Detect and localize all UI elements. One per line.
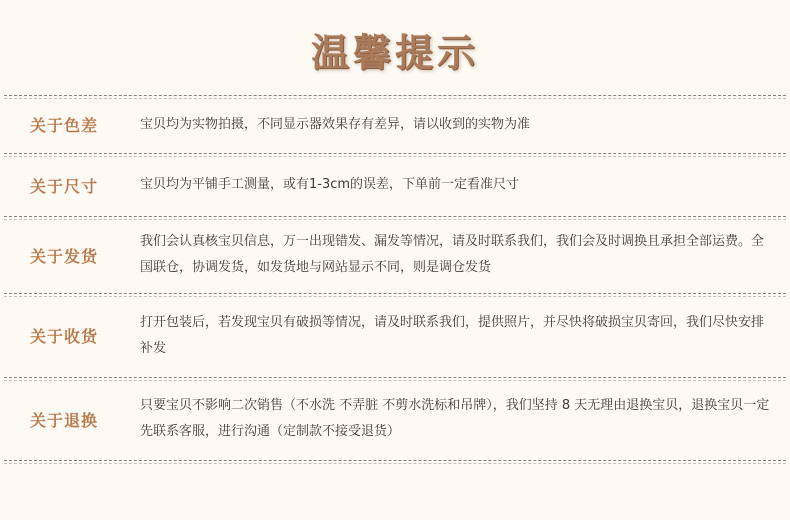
notice-text: 我们会认真核宝贝信息，万一出现错发、漏发等情况，请及时联系我们，我们会及时调换且承担全部运费。全国联仓，协调发货，如发货地与网站显示不同，则是调仓发货	[140, 234, 765, 275]
notice-label: 关于发货	[30, 246, 99, 266]
notice-label: 关于色差	[30, 116, 99, 135]
page-title: 温馨提示	[310, 31, 479, 75]
notice-label: 关于退换	[30, 410, 99, 430]
notice-row-size	[4, 154, 786, 216]
notice-row-shipping	[4, 217, 786, 293]
notice-row-returns	[4, 378, 786, 460]
notice-row-receiving	[4, 294, 786, 377]
notice-label: 关于尺寸	[30, 176, 99, 196]
notice-text: 宝贝均为实物拍摄，不同显示器效果存有差异，请以收到的实物为准	[140, 116, 531, 132]
notice-label: 关于收货	[30, 327, 99, 346]
notice-row-color-difference	[4, 96, 786, 153]
notice-text: 打开包装后，若发现宝贝有破损等情况，请及时联系我们，提供照片，并尽快将破损宝贝寄回，我们尽快安排补发	[140, 314, 765, 356]
notice-text: 宝贝均为平铺手工测量，或有1-3cm的误差，下单前一定看准尺寸	[140, 177, 520, 192]
divider	[4, 460, 786, 461]
notice-text: 只要宝贝不影响二次销售（不水洗 不弄脏 不剪水洗标和吊牌），我们坚持 8 天无理由退换宝贝，退换宝贝一定先联系客服，进行沟通（定制款不接受退货）	[140, 398, 770, 439]
notice-list	[4, 95, 786, 461]
